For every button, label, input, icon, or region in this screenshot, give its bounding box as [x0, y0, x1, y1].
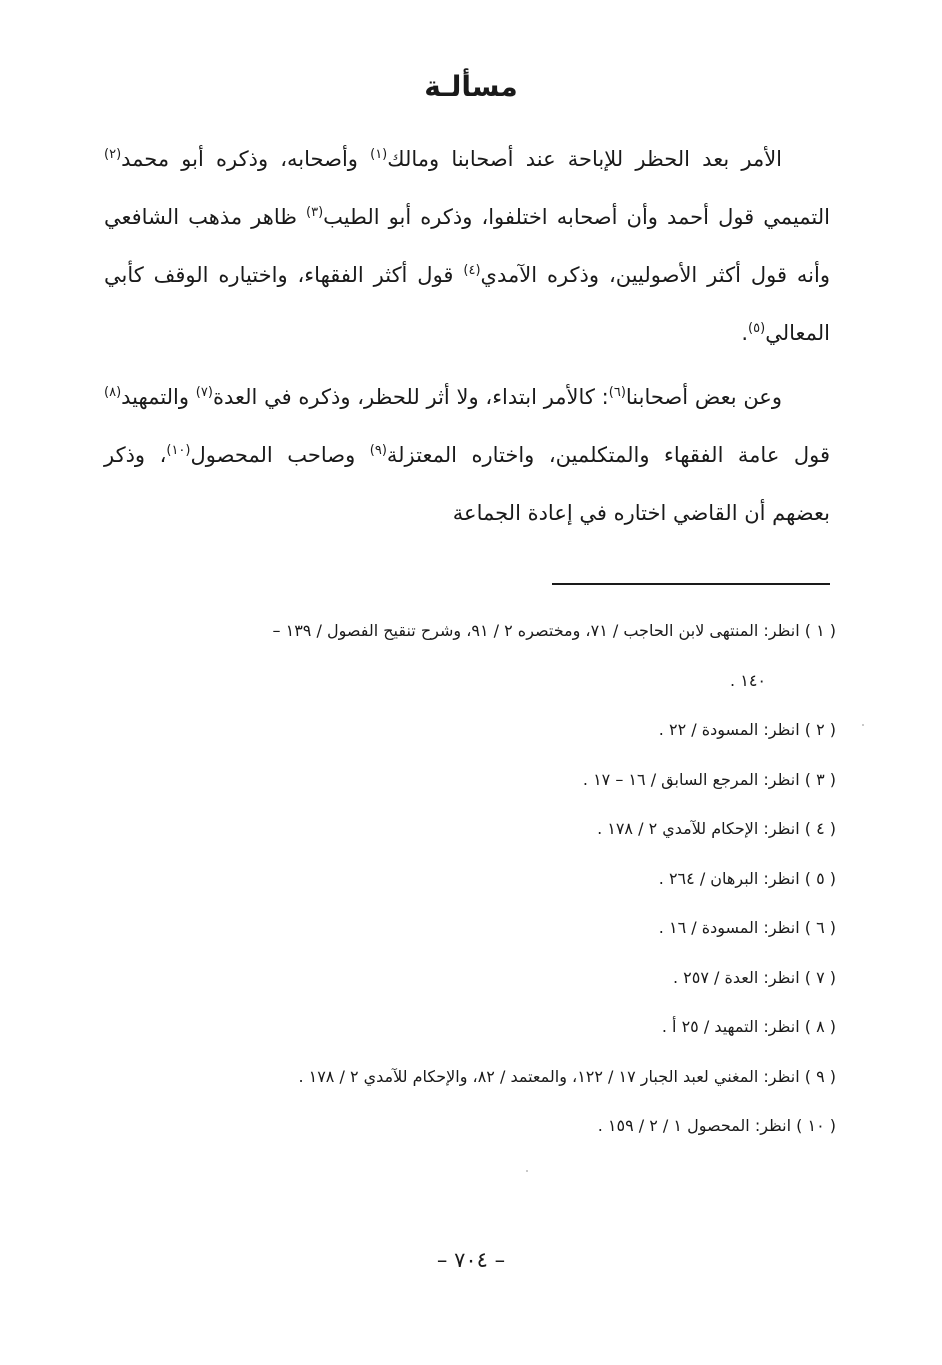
footnote-7: ( ٧ ) انظر: العدة / ٢٥٧ . [673, 967, 836, 987]
paragraph-1-text: التميمي قول أحمد وأن أصحابه اختلفوا، وذكره أبو الطيب [323, 205, 830, 229]
footnote-ref-1[interactable]: (١) [370, 147, 388, 162]
footnote-8: ( ٨ ) انظر: التمهيد / ٢٥ أ . [661, 1017, 836, 1036]
footnote-1-continuation: ١٤٠ . [730, 670, 766, 690]
footnote-10: ( ١٠ ) انظر: المحصول ١ / ٢ / ١٥٩ . [597, 1116, 836, 1135]
paragraph-1-text: قول أكثر الفقهاء، واختياره الوقف كأبي المعالي [104, 263, 830, 345]
footnote-separator [552, 583, 830, 585]
footnote-ref-3[interactable]: (٣) [306, 205, 324, 220]
paragraph-2-text: قول عامة الفقهاء والمتكلمين، واختاره المعتزلة [386, 443, 831, 467]
paragraph-2 [104, 368, 830, 542]
page-title: مسألـة [424, 70, 518, 103]
footnote-1 [104, 606, 836, 705]
paragraph-2-text: وصاحب المحصول [190, 443, 370, 467]
footnote-3: ( ٣ ) انظر: المرجع السابق / ١٦ – ١٧ . [582, 769, 836, 789]
footnote-ref-9[interactable]: (٩) [369, 443, 387, 458]
footnote-2: ( ٢ ) انظر: المسودة / ٢٢ . [658, 720, 836, 739]
footnote-ref-5[interactable]: (٥) [748, 321, 766, 336]
paragraph-1-text: وأصحابه، وذكره أبو محمد [121, 147, 371, 171]
paragraph-2-text: ، وذكر بعضهم أن القاضي اختاره في إعادة الجماعة [104, 443, 830, 525]
footnote-ref-2[interactable]: (٢) [104, 147, 122, 162]
footnote-9: ( ٩ ) انظر: المغني لعبد الجبار ١٧ / ١٢٢، والمعتمد / ٨٢، والإحكام للآمدي ٢ / ١٧٨ . [298, 1066, 836, 1086]
paragraph-2-text: وعن بعض أصحابنا [625, 385, 782, 409]
footnote-ref-6[interactable]: (٦) [608, 385, 626, 400]
footnote-ref-10[interactable]: (١٠) [166, 443, 191, 458]
paragraph-2-text: : كالأمر ابتداء، ولا أثر للحظر، وذكره في العدة [212, 385, 609, 409]
paragraph-1-text: . [741, 321, 749, 345]
paragraph-1 [104, 130, 830, 362]
footnote-ref-8[interactable]: (٨) [104, 385, 122, 400]
footnote-4: ( ٤ ) انظر: الإحكام للآمدي ٢ / ١٧٨ . [597, 819, 836, 838]
paragraph-1-text: الأمر بعد الحظر للإباحة عند أصحابنا ومالك [387, 147, 783, 171]
scan-speck [526, 1170, 528, 1172]
paragraph-2-text: والتمهيد [121, 385, 196, 409]
scan-speck [862, 724, 864, 726]
footnote-5: ( ٥ ) انظر: البرهان / ٢٦٤ . [658, 868, 836, 888]
footnote-ref-4[interactable]: (٤) [463, 263, 481, 278]
paragraph-1-text: ظاهر مذهب الشافعي وأنه قول أكثر الأصوليين، وذكره الآمدي [104, 205, 830, 287]
footnote-6: ( ٦ ) انظر: المسودة / ١٦ . [658, 918, 836, 937]
footnotes-list [104, 606, 836, 1151]
page-number: – ٧٠٤ – [436, 1248, 506, 1272]
footnote-ref-7[interactable]: (٧) [195, 385, 213, 400]
footnote-1-text: ( ١ ) انظر: المنتهى لابن الحاجب / ٧١، ومختصره ٢ / ٩١، وشرح تنقيح الفصول / ١٣٩ – [272, 621, 836, 640]
